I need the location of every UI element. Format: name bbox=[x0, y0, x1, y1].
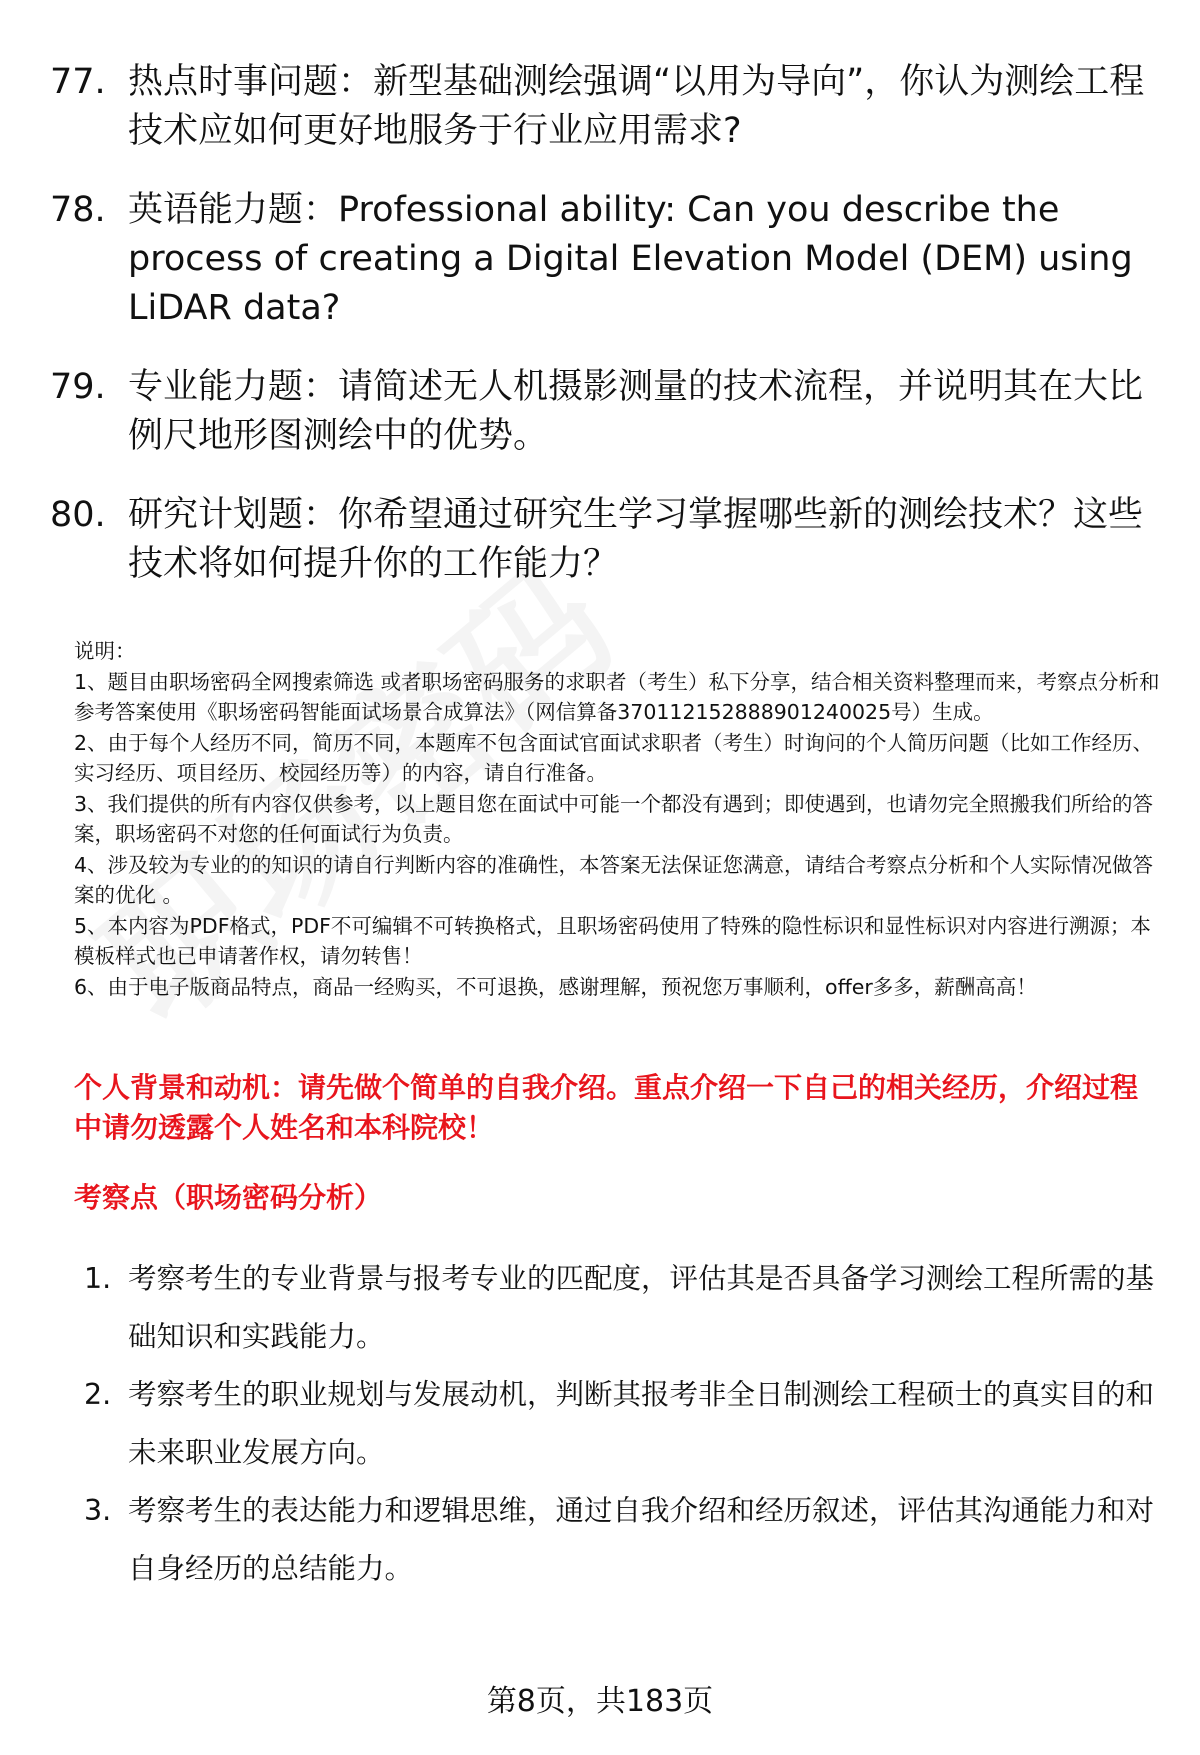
point-number: 3. bbox=[84, 1494, 112, 1527]
question-item bbox=[50, 491, 1160, 589]
question-number: 78. bbox=[50, 190, 106, 230]
point-text: 考察考生的表达能力和逻辑思维，通过自我介绍和经历叙述，评估其沟通能力和对自身经历的总结能力。 bbox=[128, 1494, 1155, 1585]
analysis-heading: 考察点（职场密码分析） bbox=[74, 1181, 383, 1214]
note-item: 2、由于每个人经历不同，简历不同，本题库不包含面试官面试求职者（考生）时询问的个人简历问题（比如工作经历、实习经历、项目经历、校园经历等）的内容，请自行准备。 bbox=[74, 730, 1154, 785]
question-item bbox=[50, 58, 1160, 156]
interview-question-heading: 个人背景和动机：请先做个简单的自我介绍。重点介绍一下自己的相关经历，介绍过程中请勿透露个人姓名和本科院校！ bbox=[74, 1071, 1139, 1144]
question-item bbox=[50, 186, 1160, 333]
point-number: 1. bbox=[84, 1262, 112, 1295]
analysis-point bbox=[84, 1482, 1154, 1598]
question-number: 79. bbox=[50, 367, 106, 407]
note-item: 4、涉及较为专业的的知识的请自行判断内容的准确性，本答案无法保证您满意，请结合考察点分析和个人实际情况做答案的优化 。 bbox=[74, 852, 1154, 907]
analysis-point bbox=[84, 1366, 1154, 1482]
question-text: 热点时事问题：新型基础测绘强调“以用为导向”，你认为测绘工程技术应如何更好地服务于行业应用需求? bbox=[128, 62, 1145, 151]
question-text: 英语能力题：Professional ability: Can you describe the process of creating a Digital Elevation Model (DEM) using LiDAR data? bbox=[128, 190, 1133, 328]
disclaimer-notes bbox=[74, 636, 1164, 1002]
analysis-point bbox=[84, 1250, 1154, 1366]
question-number: 77. bbox=[50, 62, 106, 102]
question-text: 研究计划题：你希望通过研究生学习掌握哪些新的测绘技术？这些技术将如何提升你的工作能力？ bbox=[128, 495, 1144, 584]
note-item: 1、题目由职场密码全网搜索筛选 或者职场密码服务的求职者（考生）私下分享，结合相关资料整理而来，考察点分析和参考答案使用《职场密码智能面试场景合成算法》（网信算备370112152888901240025号）生成。 bbox=[74, 669, 1160, 724]
question-text: 专业能力题：请简述无人机摄影测量的技术流程，并说明其在大比例尺地形图测绘中的优势。 bbox=[128, 367, 1144, 456]
question-list bbox=[50, 58, 1160, 619]
question-item bbox=[50, 363, 1160, 461]
point-text: 考察考生的职业规划与发展动机，判断其报考非全日制测绘工程硕士的真实目的和未来职业发展方向。 bbox=[128, 1378, 1155, 1469]
note-item: 6、由于电子版商品特点，商品一经购买，不可退换，感谢理解，预祝您万事顺利，offer多多，薪酬高高！ bbox=[74, 974, 1037, 999]
question-number: 80. bbox=[50, 495, 106, 535]
analysis-points bbox=[84, 1250, 1154, 1598]
point-text: 考察考生的专业背景与报考专业的匹配度，评估其是否具备学习测绘工程所需的基础知识和实践能力。 bbox=[128, 1262, 1155, 1353]
notes-heading: 说明： bbox=[74, 639, 136, 663]
note-item: 3、我们提供的所有内容仅供参考，以上题目您在面试中可能一个都没有遇到；即使遇到，也请勿完全照搬我们所给的答案，职场密码不对您的任何面试行为负责。 bbox=[74, 791, 1154, 846]
page-number: 第8页，共183页 bbox=[486, 1684, 714, 1719]
point-number: 2. bbox=[84, 1378, 112, 1411]
note-item: 5、本内容为PDF格式，PDF不可编辑不可转换格式，且职场密码使用了特殊的隐性标识和显性标识对内容进行溯源；本模板样式也已申请著作权，请勿转售！ bbox=[74, 913, 1151, 968]
